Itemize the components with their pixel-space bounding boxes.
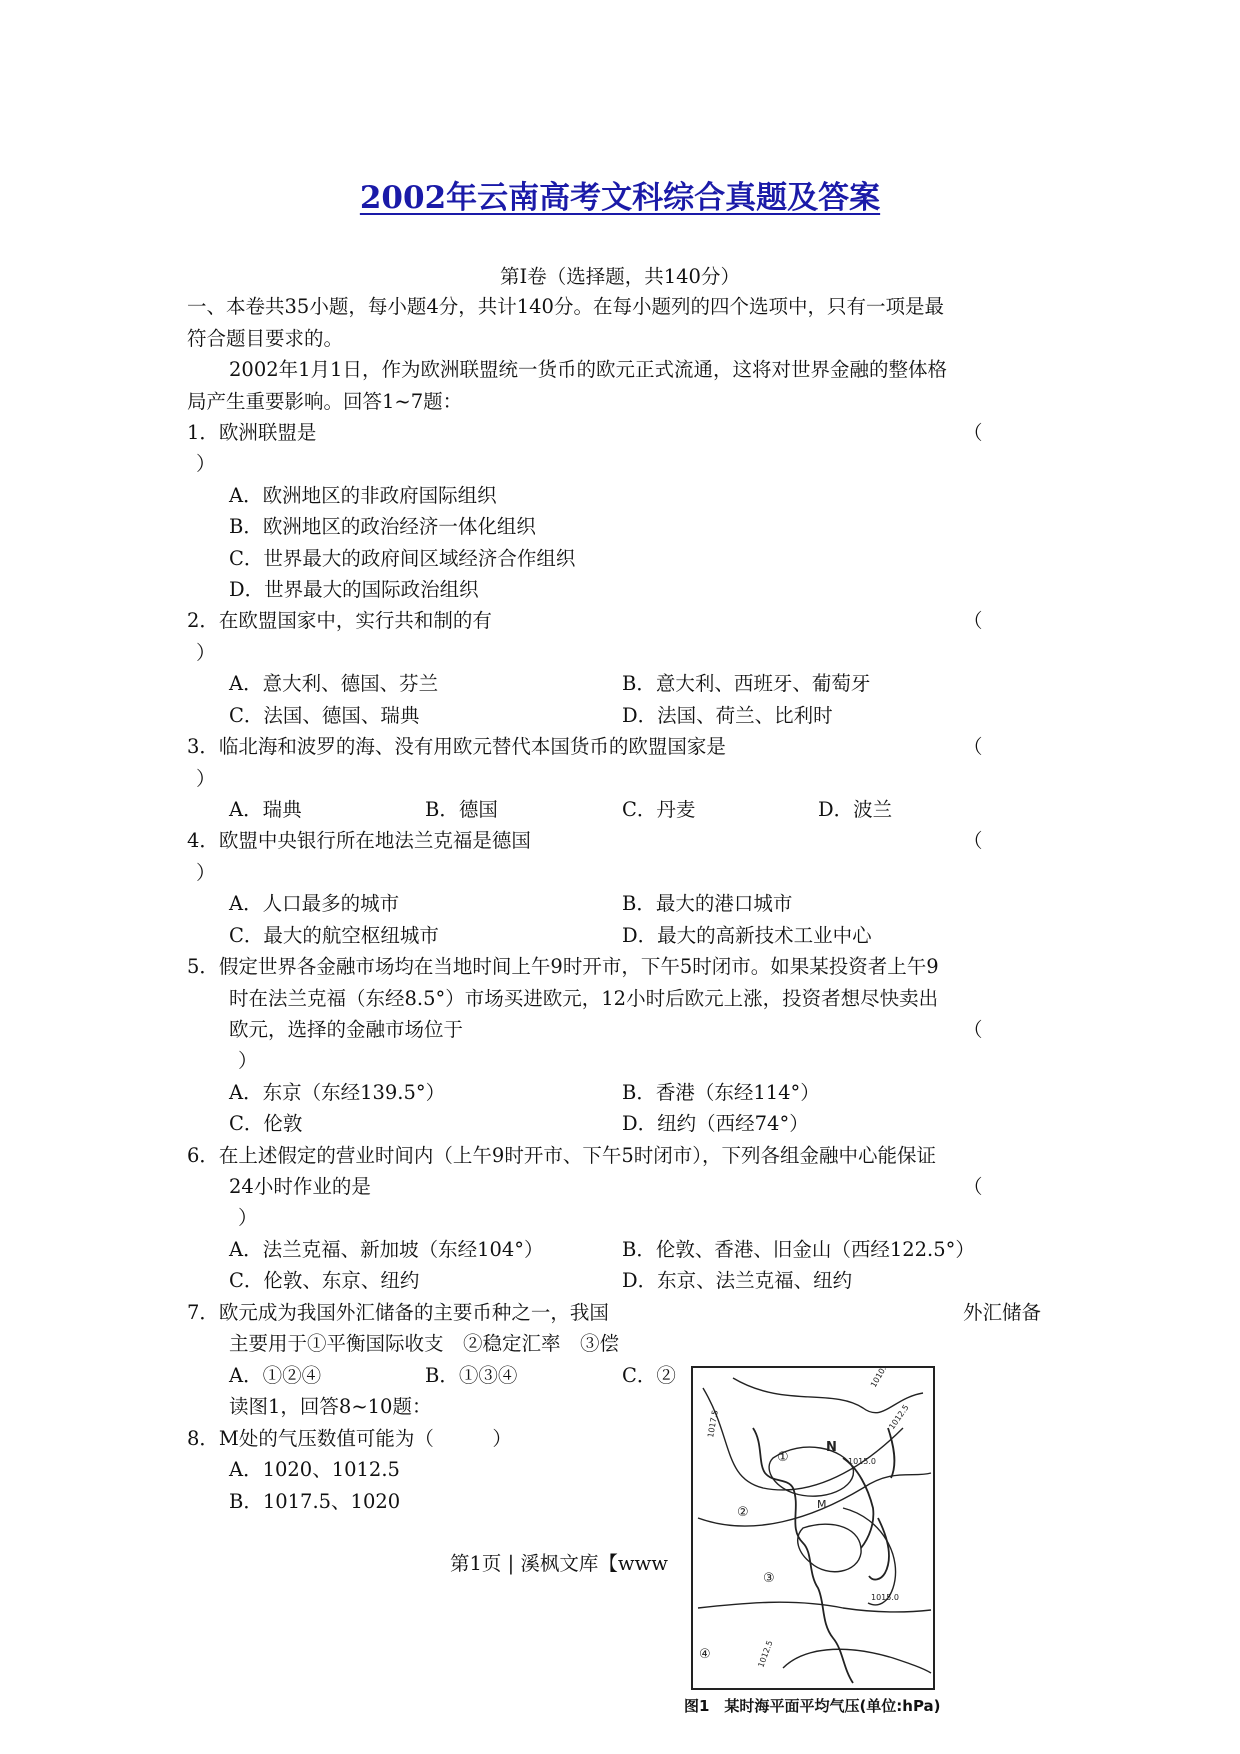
- q6-option-c: C．伦敦、东京、纽约: [229, 1269, 420, 1292]
- page-footer: 第1页 | 溪枫文库【www: [450, 1552, 668, 1575]
- q4-stem: 4．欧盟中央银行所在地法兰克福是德国: [187, 829, 531, 852]
- q7-option-a: A．①②④: [229, 1364, 322, 1387]
- region-marker-4: ④: [699, 1647, 711, 1662]
- isobar-line: [703, 1388, 903, 1490]
- isobar-line: [843, 1508, 896, 1605]
- q4-paren-open: （: [963, 829, 983, 852]
- q2-paren-open: （: [963, 609, 983, 632]
- region-marker-3: ③: [763, 1571, 775, 1586]
- pressure-map-figure: [691, 1366, 935, 1690]
- q7-option-b: B．①③④: [425, 1364, 518, 1387]
- q6-stem-line-2: 24小时作业的是: [229, 1175, 371, 1198]
- q2-stem: 2．在欧盟国家中，实行共和制的有: [187, 609, 492, 632]
- q3-option-b: B．德国: [425, 798, 498, 821]
- q2-option-c: C．法国、德国、瑞典: [229, 704, 420, 727]
- section-header: 第Ⅰ卷（选择题，共140分）: [500, 265, 740, 288]
- q5-option-c: C．伦敦: [229, 1112, 303, 1135]
- q4-option-b: B．最大的港口城市: [622, 892, 793, 915]
- q1-option-a: A．欧洲地区的非政府国际组织: [229, 484, 497, 507]
- q3-paren-open: （: [963, 735, 983, 758]
- q8-stem: 8．M处的气压数值可能为（ ）: [187, 1427, 512, 1450]
- q7-stem-left: 7．欧元成为我国外汇储备的主要币种之一，我国: [187, 1301, 609, 1324]
- q8-option-a: A．1020、1012.5: [229, 1458, 400, 1481]
- region-marker-1: ①: [777, 1450, 789, 1465]
- q6-stem-line-1: 6．在上述假定的营业时间内（上午9时开市、下午5时闭市），下列各组金融中心能保证: [187, 1144, 936, 1167]
- q3-stem: 3．临北海和波罗的海、没有用欧元替代本国货币的欧盟国家是: [187, 735, 726, 758]
- q6-paren-open: （: [963, 1175, 983, 1198]
- isobar-line: [698, 1473, 931, 1526]
- letter-m: M: [817, 1498, 827, 1511]
- q5-option-d: D．纽约（西经74°）: [622, 1112, 809, 1135]
- q6-option-b: B．伦敦、香港、旧金山（西经122.5°）: [622, 1238, 975, 1261]
- q5-stem-line-1: 5．假定世界各金融市场均在当地时间上午9时开市，下午5时闭市。如果某投资者上午9: [187, 955, 939, 978]
- q1-option-b: B．欧洲地区的政治经济一体化组织: [229, 515, 536, 538]
- q6-option-a: A．法兰克福、新加坡（东经104°）: [229, 1238, 544, 1261]
- letter-n: N: [826, 1440, 837, 1455]
- q5-paren-open: （: [963, 1018, 983, 1041]
- q5-stem-line-3: 欧元，选择的金融市场位于: [229, 1018, 464, 1041]
- q5-option-a: A．东京（东经139.5°）: [229, 1081, 446, 1104]
- q1-option-d: D．世界最大的国际政治组织: [229, 578, 479, 601]
- q4-option-d: D．最大的高新技术工业中心: [622, 924, 872, 947]
- q4-option-a: A．人口最多的城市: [229, 892, 400, 915]
- q1-option-c: C．世界最大的政府间区域经济合作组织: [229, 547, 576, 570]
- q1-paren-close: ）: [196, 452, 216, 475]
- document-title[interactable]: 2002年云南高考文科综合真题及答案: [359, 180, 881, 216]
- isobar-label: 1010.0: [868, 1368, 891, 1389]
- q2-option-b: B．意大利、西班牙、葡萄牙: [622, 672, 871, 695]
- q8-option-b: B．1017.5、1020: [229, 1490, 401, 1513]
- q7-option-c: C．②: [622, 1364, 676, 1387]
- q7-stem-line-2: 主要用于①平衡国际收支 ②稳定汇率 ③偿: [229, 1332, 620, 1355]
- q6-paren-close: ）: [238, 1206, 258, 1229]
- region-marker-2: ②: [737, 1505, 749, 1520]
- q7-stem-right: 外汇储备: [963, 1301, 1042, 1324]
- isobar-label: 1015.0: [848, 1457, 876, 1466]
- isobar-line: [733, 1378, 923, 1413]
- isobar-line: [698, 1602, 931, 1612]
- q4-paren-close: ）: [196, 861, 216, 884]
- q2-option-a: A．意大利、德国、芬兰: [229, 672, 439, 695]
- intro-line-1: 一、本卷共35小题，每小题4分，共计140分。在每小题列的四个选项中，只有一项是最: [187, 295, 944, 318]
- q3-option-d: D．波兰: [818, 798, 893, 821]
- q3-paren-close: ）: [196, 767, 216, 790]
- pressure-map-svg: [693, 1368, 933, 1688]
- q5-stem-line-2: 时在法兰克福（东经8.5°）市场买进欧元，12小时后欧元上涨，投资者想尽快卖出: [229, 987, 939, 1010]
- isobar-label: 1012.5: [887, 1403, 911, 1432]
- q2-option-d: D．法国、荷兰、比利时: [622, 704, 833, 727]
- passage-line-1: 2002年1月1日，作为欧洲联盟统一货币的欧元正式流通，这将对世界金融的整体格: [229, 358, 947, 381]
- q2-paren-close: ）: [196, 641, 216, 664]
- isobar-label: 1012.5: [756, 1639, 775, 1669]
- intro-line-2: 符合题目要求的。: [187, 327, 344, 350]
- isobar-label: 1015.0: [871, 1593, 899, 1602]
- q3-option-c: C．丹麦: [622, 798, 696, 821]
- q5-paren-close: ）: [238, 1049, 258, 1072]
- q4-option-c: C．最大的航空枢纽城市: [229, 924, 439, 947]
- isobar-label: 1017.5: [706, 1409, 720, 1439]
- isobar-line: [783, 1649, 931, 1673]
- passage-line-2: 局产生重要影响。回答1~7题：: [187, 390, 463, 413]
- q6-option-d: D．东京、法兰克福、纽约: [622, 1269, 853, 1292]
- figure-caption: 图1 某时海平面平均气压(单位:hPa): [684, 1697, 941, 1715]
- q1-stem: 1．欧洲联盟是: [187, 421, 317, 444]
- q5-option-b: B．香港（东经114°）: [622, 1081, 820, 1104]
- coastline: [888, 1428, 894, 1478]
- q3-option-a: A．瑞典: [229, 798, 302, 821]
- read-figure-instruction: 读图1，回答8~10题：: [229, 1395, 432, 1418]
- q1-paren-open: （: [963, 421, 983, 444]
